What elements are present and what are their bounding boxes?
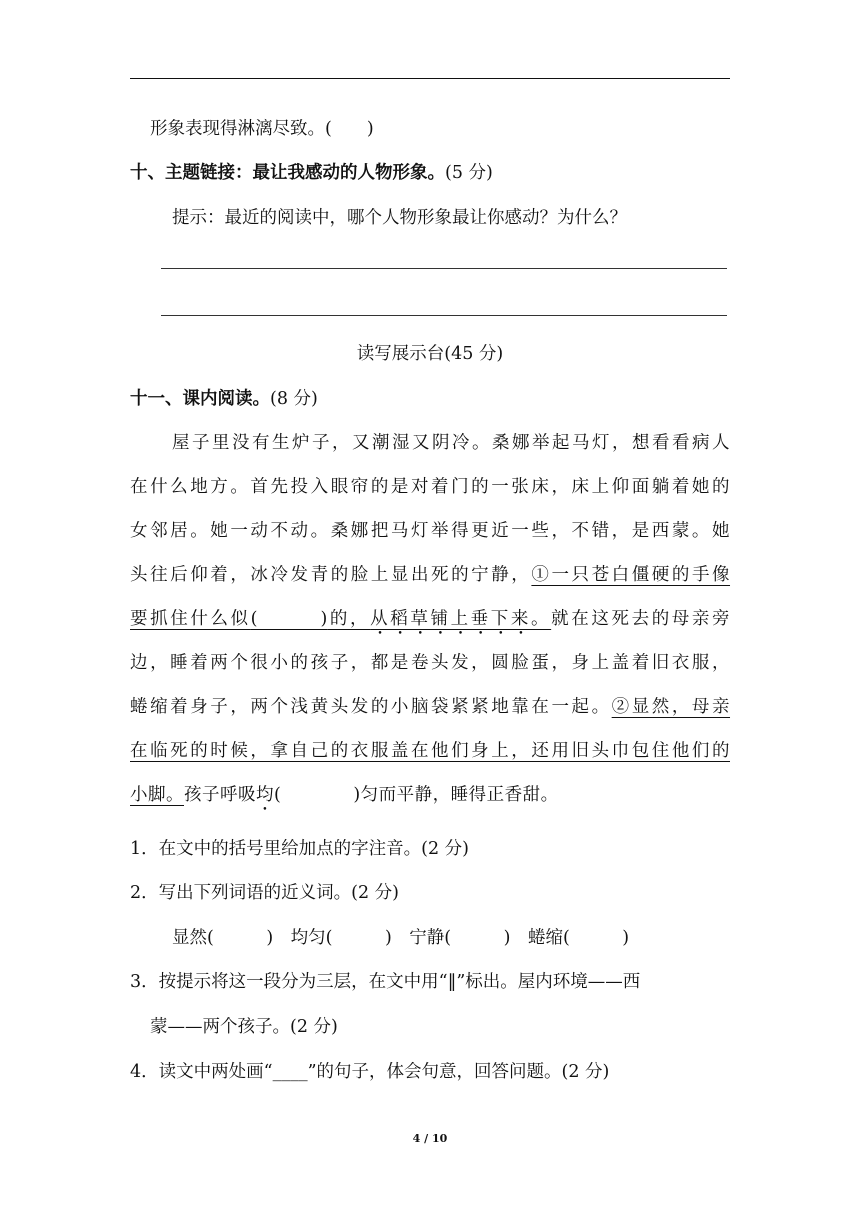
- passage-line-9-text: 孩子呼吸: [184, 785, 256, 805]
- underlined-sentence-2-end: 小脚。: [130, 785, 184, 805]
- passage-line-2: 在什么地方。首先投入眼帘的是对着门的一张床，床上仰面躺着她的: [130, 477, 730, 497]
- passage-line-1: 屋子里没有生炉子，又潮湿又阴冷。桑娜举起马灯，想看看病人: [172, 433, 730, 453]
- page-number: 4 / 10: [412, 1132, 448, 1145]
- question-10-title-text: 十、主题链接：最让我感动的人物形象。: [130, 163, 445, 183]
- answer-line-1[interactable]: [161, 268, 727, 269]
- sub-question-3-cont: 蒙——两个孩子。(2 分): [150, 1017, 338, 1037]
- question-11-title-text: 十一、课内阅读。: [130, 389, 270, 409]
- underlined-sentence-2-mid: 在临死的时候，拿自己的衣服盖在他们身上，还用旧头巾包住他们的: [130, 741, 730, 761]
- answer-line-2[interactable]: [161, 315, 727, 316]
- question-11-title: [130, 387, 730, 411]
- synonym-blanks[interactable]: 显然( ) 均匀( ) 宁静( ) 蜷缩( ): [172, 928, 630, 948]
- underlined-sentence-1-start: ①一只苍白僵硬的手像: [531, 565, 731, 585]
- passage-line-5-text: 就在这死去的母亲旁: [551, 609, 731, 629]
- passage-line-5: [130, 607, 730, 639]
- question-11-points: (8 分): [270, 389, 318, 409]
- section-title: 读写展示台(45 分): [356, 344, 504, 364]
- question-10-title: [130, 161, 730, 185]
- underlined-sentence-1-de: 的，: [327, 609, 371, 629]
- sub-question-2: 2．写出下列词语的近义词。(2 分): [130, 883, 399, 903]
- underlined-sentence-1-mid: 要抓住什么似: [130, 609, 251, 629]
- passage-line-9: [130, 783, 730, 815]
- passage-line-4-text: 头往后仰着，冰冷发青的脸上显出死的宁静，: [130, 565, 532, 585]
- passage-line-7: [130, 695, 730, 719]
- header-rule: [130, 78, 730, 79]
- previous-question-tail: 形象表现得淋漓尽致。( ): [150, 119, 374, 139]
- passage-line-4: [130, 563, 730, 587]
- underlined-sentence-2-start: ②显然，母亲: [611, 697, 731, 717]
- passage-line-3: 女邻居。她一动不动。桑娜把马灯举得更近一些，不错，是西蒙。她: [130, 521, 730, 541]
- dotted-phrase: 从稻草铺上垂下来。: [370, 609, 552, 629]
- question-10-points: (5 分): [445, 163, 493, 183]
- sub-question-4: 4．读文中两处画“____”的句子，体会句意，回答问题。(2 分): [130, 1062, 610, 1082]
- answer-blank-si[interactable]: ( ): [250, 609, 328, 629]
- passage-line-6: 边，睡着两个很小的孩子，都是卷头发，圆脸蛋，身上盖着旧衣服，: [130, 653, 730, 673]
- sub-question-3: 3．按提示将这一段分为三层，在文中用“‖”标出。屋内环境——西: [130, 972, 641, 992]
- passage-line-7-text: 蜷缩着身子，两个浅黄头发的小脑袋紧紧地靠在一起。: [130, 697, 612, 717]
- question-10-hint: 提示：最近的阅读中，哪个人物形象最让你感动？为什么？: [172, 208, 627, 228]
- answer-blank-jun[interactable]: ( )匀而平静，睡得正香甜。: [274, 785, 559, 805]
- sub-question-1: 1．在文中的括号里给加点的字注音。(2 分): [130, 839, 469, 859]
- dotted-char-jun: 均: [256, 785, 274, 805]
